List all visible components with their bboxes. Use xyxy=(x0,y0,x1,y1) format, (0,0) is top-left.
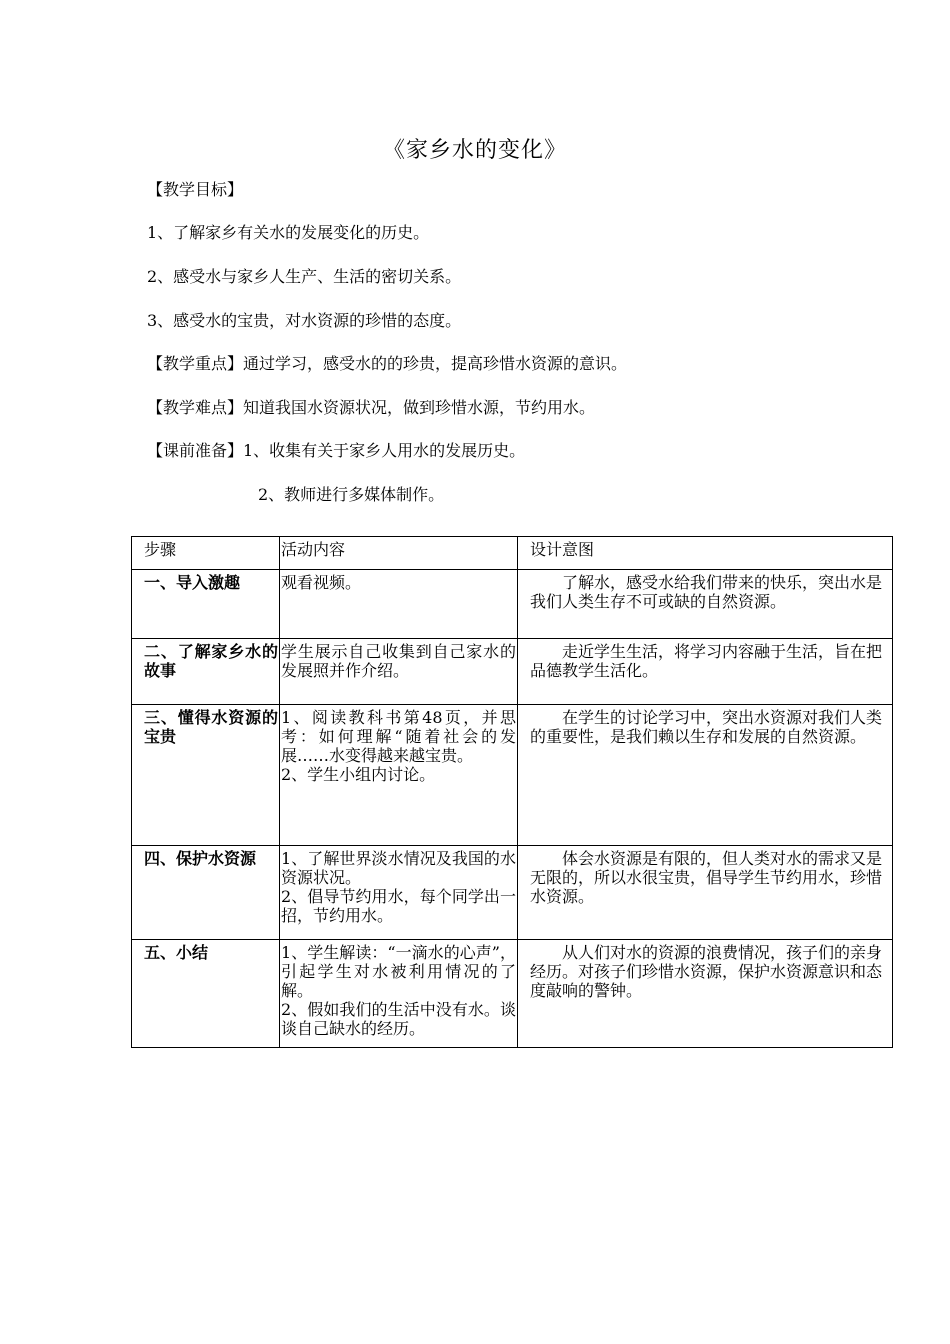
activity-text: 1、了解世界淡水情况及我国的水资源状况。 xyxy=(281,849,516,887)
lesson-plan-table xyxy=(131,536,893,1048)
activity-text: 2、假如我们的生活中没有水。谈谈自己缺水的经历。 xyxy=(281,1000,516,1038)
activity-cell xyxy=(280,846,518,940)
step-cell: 一、导入激趣 xyxy=(132,570,280,639)
intent-cell: 了解水，感受水给我们带来的快乐，突出水是我们人类生存不可或缺的自然资源。 xyxy=(518,570,893,639)
table-row xyxy=(132,846,893,940)
intent-cell: 从人们对水的资源的浪费情况，孩子们的亲身经历。对孩子们珍惜水资源，保护水资源意识和态度敲响的警钟。 xyxy=(518,940,893,1048)
objectives-heading: 【教学目标】 xyxy=(147,180,244,199)
activity-cell xyxy=(280,570,518,639)
table-row xyxy=(132,570,893,639)
activity-cell xyxy=(280,639,518,705)
objective-item: 2、感受水与家乡人生产、生活的密切关系。 xyxy=(147,267,462,286)
step-cell: 四、保护水资源 xyxy=(132,846,280,940)
step-cell: 三、懂得水资源的宝贵 xyxy=(132,705,280,846)
column-header: 步骤 xyxy=(132,537,280,570)
table-row xyxy=(132,639,893,705)
table-header-row xyxy=(132,537,893,570)
objective-item: 3、感受水的宝贵，对水资源的珍惜的态度。 xyxy=(147,311,462,330)
table-row xyxy=(132,705,893,846)
activity-text: 学生展示自己收集到自己家水的发展照并作介绍。 xyxy=(281,642,516,680)
table-row xyxy=(132,940,893,1048)
activity-text: 1、阅读教科书第48页，并思考：如何理解“随着社会的发展……水变得越来越宝贵。 xyxy=(281,708,516,765)
intent-cell: 体会水资源是有限的，但人类对水的需求又是无限的，所以水很宝贵，倡导学生节约用水，珍惜水资源。 xyxy=(518,846,893,940)
preparation-text: 【课前准备】1、收集有关于家乡人用水的发展历史。 xyxy=(147,441,526,460)
objective-item: 1、了解家乡有关水的发展变化的历史。 xyxy=(147,223,430,242)
activity-text: 2、倡导节约用水，每个同学出一招，节约用水。 xyxy=(281,887,516,925)
difficulty-text: 【教学难点】知道我国水资源状况，做到珍惜水源，节约用水。 xyxy=(147,398,596,417)
activity-cell xyxy=(280,705,518,846)
document-title: 《家乡水的变化》 xyxy=(382,138,567,163)
step-cell: 二、了解家乡水的故事 xyxy=(132,639,280,705)
activity-text: 观看视频。 xyxy=(281,573,362,592)
intent-cell: 走近学生生活，将学习内容融于生活，旨在把品德教学生活化。 xyxy=(518,639,893,705)
key-point-text: 【教学重点】通过学习，感受水的的珍贵，提高珍惜水资源的意识。 xyxy=(147,354,628,373)
activity-text: 1、学生解读：“一滴水的心声”，引起学生对水被利用情况的了解。 xyxy=(281,943,516,1000)
column-header: 活动内容 xyxy=(280,537,518,570)
step-cell: 五、小结 xyxy=(132,940,280,1048)
intent-cell: 在学生的讨论学习中，突出水资源对我们人类的重要性，是我们赖以生存和发展的自然资源。 xyxy=(518,705,893,846)
activity-cell xyxy=(280,940,518,1048)
activity-text: 2、学生小组内讨论。 xyxy=(281,765,436,784)
column-header: 设计意图 xyxy=(518,537,893,570)
preparation-text: 2、教师进行多媒体制作。 xyxy=(258,485,445,504)
